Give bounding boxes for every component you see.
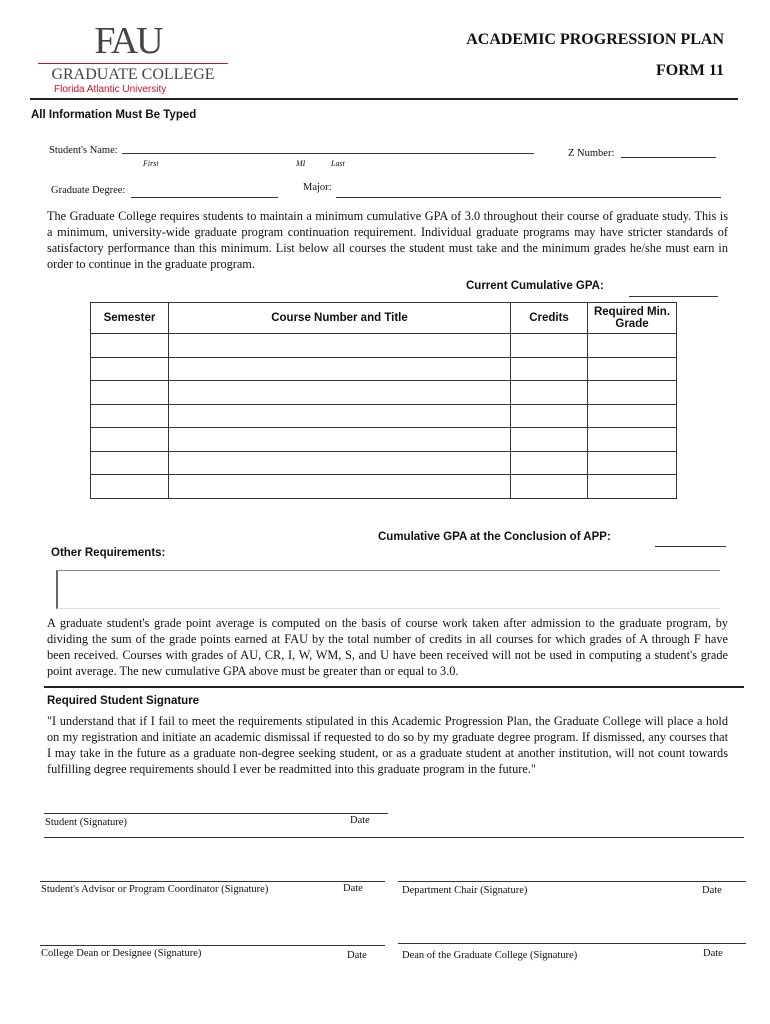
cell-min-grade[interactable]	[588, 381, 677, 405]
table-row	[91, 451, 677, 475]
header-semester: Semester	[91, 303, 169, 334]
date-label: Date	[702, 885, 722, 896]
cell-semester[interactable]	[91, 334, 169, 358]
conclusion-gpa-label: Cumulative GPA at the Conclusion of APP:	[378, 531, 611, 543]
table-row	[91, 404, 677, 428]
cell-semester[interactable]	[91, 428, 169, 452]
grad-dean-signature-label: Dean of the Graduate College (Signature)	[402, 950, 578, 961]
table-row	[91, 381, 677, 405]
cell-credits[interactable]	[511, 334, 588, 358]
student-name-label: Student's Name:	[49, 145, 118, 156]
table-row	[91, 428, 677, 452]
graduate-degree-field[interactable]	[131, 197, 278, 198]
cell-course[interactable]	[169, 475, 511, 499]
notice: All Information Must Be Typed	[31, 109, 197, 121]
gpa-note: A graduate student's grade point average is computed on the basis of course work taken after admission to the graduate program, by dividing the sum of the grade points earned at FAU by the total number of credits in all courses for which grades of A through F have been received. Courses with grades of AU, CR, I, W, WM, S, and U have been received will not be used in computing a student's grade point average. The new cumulative GPA above must be greater than or equal to 3.0.	[47, 616, 728, 678]
advisor-signature-field[interactable]	[40, 881, 385, 882]
logo-college: GRADUATE COLLEGE	[51, 66, 215, 83]
cell-credits[interactable]	[511, 451, 588, 475]
logo-university: Florida Atlantic University	[54, 84, 167, 95]
cell-semester[interactable]	[91, 451, 169, 475]
cell-min-grade[interactable]	[588, 428, 677, 452]
cell-credits[interactable]	[511, 475, 588, 499]
section-divider	[44, 686, 744, 688]
cell-semester[interactable]	[91, 404, 169, 428]
form-number: FORM 11	[656, 62, 724, 79]
cell-credits[interactable]	[511, 381, 588, 405]
graduate-degree-label: Graduate Degree:	[51, 185, 126, 196]
cell-credits[interactable]	[511, 357, 588, 381]
college-dean-signature-field[interactable]	[40, 945, 385, 946]
conclusion-gpa-field[interactable]	[655, 546, 726, 547]
header-credits: Credits	[511, 303, 588, 334]
cell-semester[interactable]	[91, 381, 169, 405]
divider	[44, 837, 744, 838]
current-gpa-label: Current Cumulative GPA:	[466, 280, 604, 292]
chair-signature-field[interactable]	[398, 881, 746, 882]
other-requirements-label: Other Requirements:	[51, 547, 166, 559]
cell-course[interactable]	[169, 334, 511, 358]
current-gpa-field[interactable]	[629, 296, 718, 297]
table-row	[91, 334, 677, 358]
courses-table	[90, 302, 677, 499]
student-signature-field[interactable]	[44, 813, 388, 814]
z-number-label: Z Number:	[568, 148, 615, 159]
chair-signature-label: Department Chair (Signature)	[402, 885, 528, 896]
logo-mark: FAU	[94, 20, 162, 62]
other-requirements-field[interactable]	[56, 570, 720, 609]
cell-min-grade[interactable]	[588, 334, 677, 358]
grad-dean-signature-field[interactable]	[398, 943, 746, 944]
cell-min-grade[interactable]	[588, 357, 677, 381]
cell-course[interactable]	[169, 381, 511, 405]
mi-label: MI	[296, 159, 306, 168]
cell-semester[interactable]	[91, 475, 169, 499]
date-label: Date	[350, 815, 370, 826]
major-field[interactable]	[336, 197, 721, 198]
last-label: Last	[331, 159, 345, 168]
z-number-field[interactable]	[621, 157, 716, 158]
cell-min-grade[interactable]	[588, 475, 677, 499]
cell-course[interactable]	[169, 404, 511, 428]
date-label: Date	[347, 950, 367, 961]
table-row	[91, 357, 677, 381]
cell-min-grade[interactable]	[588, 451, 677, 475]
fau-logo	[38, 22, 228, 95]
cell-course[interactable]	[169, 357, 511, 381]
student-name-field[interactable]	[122, 153, 534, 154]
cell-course[interactable]	[169, 428, 511, 452]
cell-semester[interactable]	[91, 357, 169, 381]
cell-credits[interactable]	[511, 428, 588, 452]
date-label: Date	[703, 948, 723, 959]
cell-credits[interactable]	[511, 404, 588, 428]
header-min-grade: Required Min. Grade	[588, 303, 677, 334]
date-label: Date	[343, 883, 363, 894]
student-statement: "I understand that if I fail to meet the requirements stipulated in this Academic Progression Plan, the Graduate College will place a hold on my registration and initiate an academic dismissal if requested to do so by my graduate degree program. If dismissed, any courses that I may take in the future as a graduate non-degree seeking student, or as a graduate student at another institution, will not count towards fulfilling degree requirements should I ever be readmitted into this graduate program in the future."	[47, 714, 728, 776]
college-dean-signature-label: College Dean or Designee (Signature)	[41, 948, 202, 959]
intro-paragraph: The Graduate College requires students to maintain a minimum cumulative GPA of 3.0 throughout their course of graduate study. This is a minimum, university-wide graduate program continuation requirement. Individual graduate programs may have stricter standards of satisfactory performance than this minimum. List below all courses the student must take and the minimum grades he/she must earn in order to continue in the graduate program.	[47, 209, 728, 271]
cell-course[interactable]	[169, 451, 511, 475]
advisor-signature-label: Student's Advisor or Program Coordinator (Signature)	[41, 884, 269, 895]
cell-min-grade[interactable]	[588, 404, 677, 428]
header-course: Course Number and Title	[169, 303, 511, 334]
first-label: First	[143, 159, 159, 168]
header-divider	[30, 98, 738, 100]
form-title: ACADEMIC PROGRESSION PLAN	[466, 31, 724, 48]
table-row	[91, 475, 677, 499]
signature-heading: Required Student Signature	[47, 695, 200, 707]
student-signature-label: Student (Signature)	[45, 817, 127, 828]
major-label: Major:	[303, 182, 332, 193]
